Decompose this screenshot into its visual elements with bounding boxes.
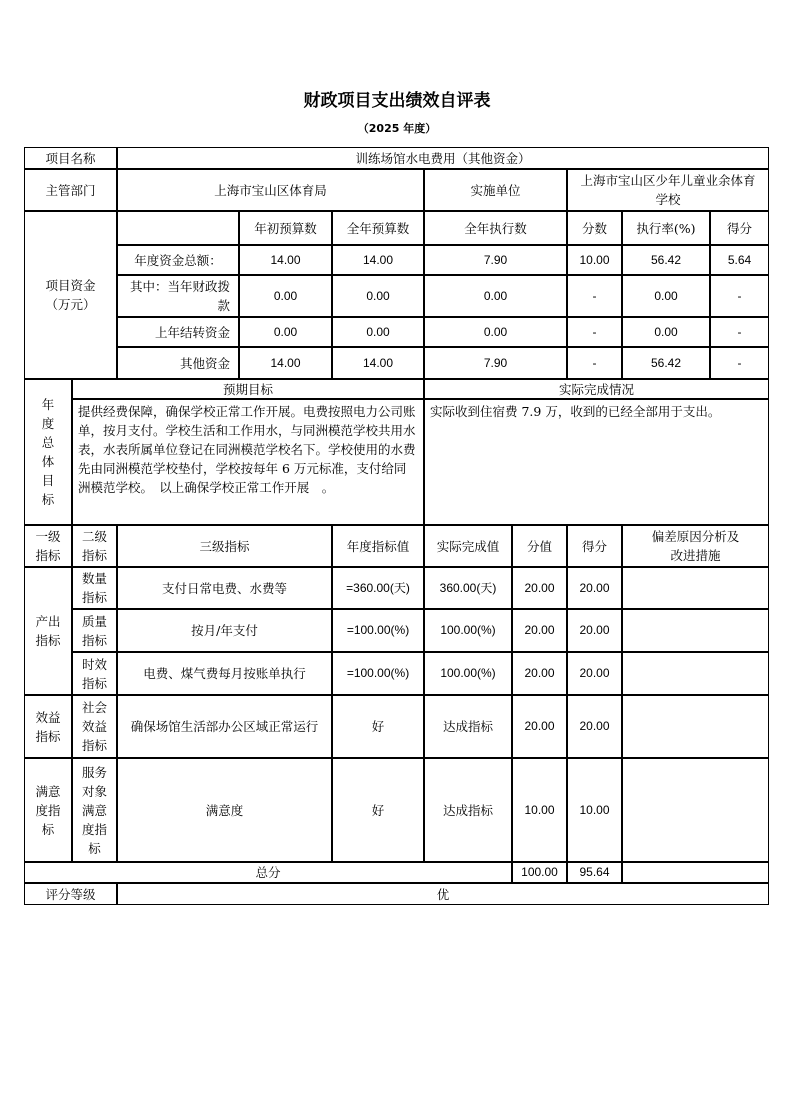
ind-level2: 服务对象满意度指标 xyxy=(72,758,117,862)
report-year: （2025 年度） xyxy=(357,122,437,135)
project-name-value: 训练场馆水电费用（其他资金） xyxy=(117,147,769,169)
funds-row-label: 其中：当年财政拨款 xyxy=(117,275,239,317)
grade-value: 优 xyxy=(117,883,769,905)
grade-label: 评分等级 xyxy=(24,883,117,905)
goals-expected-text: 提供经费保障，确保学校正常工作开展。电费按照电力公司账单，按月支付。学校生活和工作用水，与同洲模范学校共用水表，水表所属单位登记在同洲模范学校名下。学校使用的水费先由同洲模范学校垫付，学校按每年 6 万元标准，支付给同洲模范学校。 以上确保学校正常工作开展 。 xyxy=(72,399,424,525)
funds-cell: 14.00 xyxy=(239,245,332,275)
ind-level2: 数量指标 xyxy=(72,567,117,609)
ind-score: 20.00 xyxy=(567,609,622,652)
ind-deviation xyxy=(622,609,769,652)
funds-header-points: 分数 xyxy=(567,211,622,245)
funds-cell: 0.00 xyxy=(622,317,710,347)
ind-actual: 360.00(天) xyxy=(424,567,512,609)
ind-weight: 20.00 xyxy=(512,695,567,758)
funds-cell: 0.00 xyxy=(239,317,332,347)
ind-level3: 确保场馆生活部办公区域正常运行 xyxy=(117,695,332,758)
funds-cell: 0.00 xyxy=(424,275,567,317)
ind-actual: 100.00(%) xyxy=(424,609,512,652)
ind-header-level2: 二级指标 xyxy=(72,525,117,567)
ind-level2: 质量指标 xyxy=(72,609,117,652)
funds-header-score: 得分 xyxy=(710,211,769,245)
ind-score: 10.00 xyxy=(567,758,622,862)
funds-cell: - xyxy=(710,347,769,379)
ind-level3: 支付日常电费、水费等 xyxy=(117,567,332,609)
funds-cell: 7.90 xyxy=(424,347,567,379)
impl-label: 实施单位 xyxy=(424,169,567,211)
ind-header-actual: 实际完成值 xyxy=(424,525,512,567)
ind-header-deviation: 偏差原因分析及改进措施 xyxy=(622,525,769,567)
ind-header-level3: 三级指标 xyxy=(117,525,332,567)
ind-actual: 达成指标 xyxy=(424,758,512,862)
ind-deviation xyxy=(622,695,769,758)
funds-cell: 0.00 xyxy=(622,275,710,317)
funds-cell: - xyxy=(710,275,769,317)
ind-header-level1: 一级指标 xyxy=(24,525,72,567)
funds-cell: - xyxy=(710,317,769,347)
funds-header-initial: 年初预算数 xyxy=(239,211,332,245)
total-deviation xyxy=(622,862,769,883)
ind-header-weight: 分值 xyxy=(512,525,567,567)
goals-label: 年度总体目标 xyxy=(24,379,72,525)
funds-cell: 0.00 xyxy=(239,275,332,317)
funds-cell: 0.00 xyxy=(332,317,424,347)
funds-cell: - xyxy=(567,275,622,317)
funds-row-label: 年度资金总额： xyxy=(117,245,239,275)
funds-cell: - xyxy=(567,317,622,347)
total-label: 总分 xyxy=(24,862,512,883)
ind-level3: 满意度 xyxy=(117,758,332,862)
ind-actual: 达成指标 xyxy=(424,695,512,758)
ind-score: 20.00 xyxy=(567,567,622,609)
ind-deviation xyxy=(622,758,769,862)
ind-target: =100.00(%) xyxy=(332,609,424,652)
ind-level2: 社会效益指标 xyxy=(72,695,117,758)
ind-weight: 20.00 xyxy=(512,609,567,652)
funds-cell: 56.42 xyxy=(622,245,710,275)
ind-level1-satisfaction: 满意度指标 xyxy=(24,758,72,862)
dept-label: 主管部门 xyxy=(24,169,117,211)
funds-row-label: 上年结转资金 xyxy=(117,317,239,347)
funds-header-executed: 全年执行数 xyxy=(424,211,567,245)
goals-actual-header: 实际完成情况 xyxy=(424,379,769,399)
ind-level2: 时效指标 xyxy=(72,652,117,695)
ind-target: =100.00(%) xyxy=(332,652,424,695)
ind-header-target: 年度指标值 xyxy=(332,525,424,567)
ind-level1-benefit: 效益指标 xyxy=(24,695,72,758)
dept-value: 上海市宝山区体育局 xyxy=(117,169,424,211)
ind-weight: 10.00 xyxy=(512,758,567,862)
funds-cell: 0.00 xyxy=(424,317,567,347)
funds-cell: 14.00 xyxy=(332,347,424,379)
ind-level1-output: 产出指标 xyxy=(24,567,72,695)
ind-target: 好 xyxy=(332,758,424,862)
project-name-label: 项目名称 xyxy=(24,147,117,169)
funds-cell: 0.00 xyxy=(332,275,424,317)
funds-cell: 14.00 xyxy=(332,245,424,275)
ind-weight: 20.00 xyxy=(512,652,567,695)
impl-value: 上海市宝山区少年儿童业余体育学校 xyxy=(567,169,769,211)
ind-actual: 100.00(%) xyxy=(424,652,512,695)
funds-cell: 7.90 xyxy=(424,245,567,275)
funds-cell: 14.00 xyxy=(239,347,332,379)
page-title: 财政项目支出绩效自评表 xyxy=(303,91,491,111)
total-weight: 100.00 xyxy=(512,862,567,883)
ind-header-score: 得分 xyxy=(567,525,622,567)
funds-row-label: 其他资金 xyxy=(117,347,239,379)
ind-target: 好 xyxy=(332,695,424,758)
funds-header-annual: 全年预算数 xyxy=(332,211,424,245)
ind-deviation xyxy=(622,652,769,695)
ind-deviation xyxy=(622,567,769,609)
funds-cell: - xyxy=(567,347,622,379)
funds-cell: 56.42 xyxy=(622,347,710,379)
funds-label: 项目资金（万元） xyxy=(24,211,117,379)
ind-target: =360.00(天) xyxy=(332,567,424,609)
ind-weight: 20.00 xyxy=(512,567,567,609)
ind-score: 20.00 xyxy=(567,652,622,695)
funds-cell: 10.00 xyxy=(567,245,622,275)
goals-actual-text: 实际收到住宿费 7.9 万，收到的已经全部用于支出。 xyxy=(424,399,769,525)
funds-header-blank xyxy=(117,211,239,245)
ind-level3: 按月/年支付 xyxy=(117,609,332,652)
funds-cell: 5.64 xyxy=(710,245,769,275)
total-score: 95.64 xyxy=(567,862,622,883)
ind-level3: 电费、煤气费每月按账单执行 xyxy=(117,652,332,695)
ind-score: 20.00 xyxy=(567,695,622,758)
funds-header-rate: 执行率(%) xyxy=(622,211,710,245)
goals-expected-header: 预期目标 xyxy=(72,379,424,399)
